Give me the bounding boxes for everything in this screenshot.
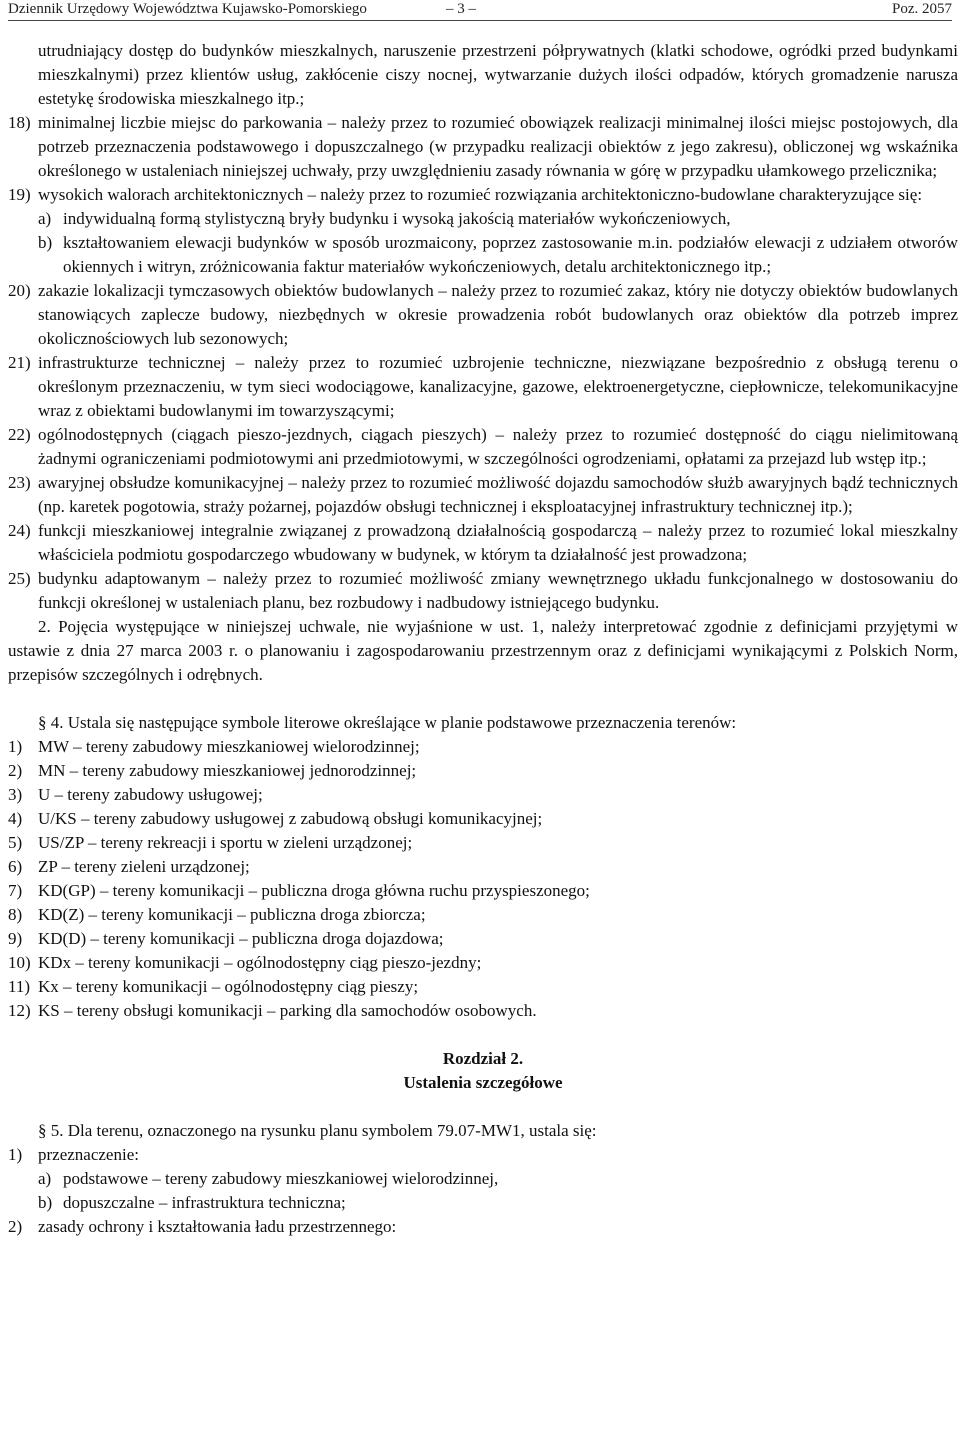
subitem-letter: a) xyxy=(38,209,52,228)
intro-text: utrudniający dostęp do budynków mieszkalnych, naruszenie przestrzeni półprywatnych (klatki schodowe, ogródki przed budynkami mieszkalnymi) przez klientów usług, zakłócenie ciszy nocnej, wytwarzanie dużych ilości odpadów, których gromadzenie narusza estetykę środowiska mieszkalnego itp.; xyxy=(38,41,958,108)
item-text: MN – tereny zabudowy mieszkaniowej jednorodzinnej; xyxy=(38,761,417,780)
position-number: Poz. 2057 xyxy=(892,1,952,17)
symbol-item xyxy=(8,807,958,831)
item-text: KD(Z) – tereny komunikacji – publiczna droga zbiorcza; xyxy=(38,905,426,924)
journal-title: Dziennik Urzędowy Województwa Kujawsko-Pomorskiego xyxy=(8,1,367,17)
intro-paragraph xyxy=(8,39,958,111)
section-5-item xyxy=(8,1215,958,1239)
page-number: – 3 – xyxy=(446,1,476,17)
symbol-item xyxy=(8,879,958,903)
item-text: awaryjnej obsłudze komunikacyjnej – należy przez to rozumieć możliwość dojazdu samochodów służb awaryjnych bądź technicznych (np. karetek pogotowia, straży pożarnej, pojazdów obsługi technicznej i eksploatacyjnej infrastruktury technicznej itp.); xyxy=(38,473,958,516)
item-number: 1) xyxy=(8,737,23,756)
subitem-letter: a) xyxy=(38,1169,52,1188)
item-number: 11) xyxy=(8,977,31,996)
section-5-text: § 5. Dla terenu, oznaczonego na rysunku planu symbolem 79.07-MW1, ustala się: xyxy=(38,1121,597,1140)
subitem-letter: b) xyxy=(38,233,53,252)
item-number: 5) xyxy=(8,833,23,852)
item-number: 19) xyxy=(8,185,31,204)
item-number: 21) xyxy=(8,353,31,372)
item-number: 24) xyxy=(8,521,31,540)
definition-item xyxy=(8,351,958,423)
spacer xyxy=(8,687,958,711)
symbol-item xyxy=(8,783,958,807)
subitem-letter: b) xyxy=(38,1193,53,1212)
item-number: 7) xyxy=(8,881,23,900)
item-text: zasady ochrony i kształtowania ładu przestrzennego: xyxy=(38,1217,397,1236)
symbol-item xyxy=(8,759,958,783)
item-text: budynku adaptowanym – należy przez to rozumieć możliwość zmiany wewnętrznego układu funkcjonalnego w dostosowaniu do funkcji określonej w ustaleniach planu, bez rozbudowy i nadbudowy istniejącego budynku. xyxy=(38,569,958,612)
paragraph-2 xyxy=(8,615,958,687)
item-text: ZP – tereny zieleni urządzonej; xyxy=(38,857,250,876)
item-text: funkcji mieszkaniowej integralnie związanej z prowadzoną działalnością gospodarczą – należy przez to rozumieć lokal mieszkalny właściciela podmiotu gospodarczego wbudowany w budynek, w którym ta działalność jest prowadzona; xyxy=(38,521,958,564)
definition-item xyxy=(8,519,958,567)
item-text: U/KS – tereny zabudowy usługowej z zabudową obsługi komunikacyjnej; xyxy=(38,809,543,828)
item-text: U – tereny zabudowy usługowej; xyxy=(38,785,263,804)
chapter-title: Rozdział 2. xyxy=(442,1049,524,1068)
subitem-text: dopuszczalne – infrastruktura techniczna; xyxy=(63,1193,346,1212)
item-text: KD(D) – tereny komunikacji – publiczna droga dojazdowa; xyxy=(38,929,444,948)
symbol-item xyxy=(8,855,958,879)
item-number: 2) xyxy=(8,1217,23,1236)
symbol-item xyxy=(8,831,958,855)
subitem-text: kształtowaniem elewacji budynków w sposób urozmaicony, poprzez zastosowanie m.in. podziałów elewacji z udziałem otworów okiennych i witryn, zróżnicowania faktur materiałów wykończeniowych, detalu architektonicznego itp.; xyxy=(63,233,958,276)
section-5-intro xyxy=(8,1119,958,1143)
subitem-text: podstawowe – tereny zabudowy mieszkaniowej wielorodzinnej, xyxy=(63,1169,499,1188)
definition-item xyxy=(8,567,958,615)
spacer xyxy=(8,1095,958,1119)
document-body xyxy=(8,39,958,1239)
symbol-item xyxy=(8,903,958,927)
item-text: wysokich walorach architektonicznych – należy przez to rozumieć rozwiązania architektoniczno-budowlane charakteryzujące się: xyxy=(38,185,923,204)
item-text: infrastrukturze technicznej – należy przez to rozumieć uzbrojenie techniczne, niezwiązane bezpośrednio z obsługą terenu o określonym przeznaczeniu, w tym sieci wodociągowe, kanalizacyjne, gazowe, elektroenergetyczne, ciepłownicze, telekomunikacyjne wraz z obiektami budowlanymi im towarzyszącymi; xyxy=(38,353,958,420)
item-text: KD(GP) – tereny komunikacji – publiczna droga główna ruchu przyspieszonego; xyxy=(38,881,590,900)
symbol-item xyxy=(8,975,958,999)
section-5-item xyxy=(8,1143,958,1167)
item-text: zakazie lokalizacji tymczasowych obiektów budowlanych – należy przez to rozumieć zakaz, który nie dotyczy obiektów budowlanych stanowiących zaplecze budowy, niezbędnych w okresie prowadzenia robót budowlanych oraz obiektów dla potrzeb imprez okolicznościowych lub sezonowych; xyxy=(38,281,958,348)
item-number: 9) xyxy=(8,929,23,948)
item-number: 18) xyxy=(8,113,31,132)
symbol-item xyxy=(8,999,958,1023)
section-4-text: § 4. Ustala się następujące symbole literowe określające w planie podstawowe przeznaczenia terenów: xyxy=(38,713,737,732)
item-number: 8) xyxy=(8,905,23,924)
item-text: KDx – tereny komunikacji – ogólnodostępny ciąg pieszo-jezdny; xyxy=(38,953,482,972)
definition-item xyxy=(8,183,958,207)
definition-item xyxy=(8,279,958,351)
item-number: 4) xyxy=(8,809,23,828)
item-number: 6) xyxy=(8,857,23,876)
symbol-item xyxy=(8,927,958,951)
symbol-item xyxy=(8,951,958,975)
item-number: 12) xyxy=(8,1001,31,1020)
definition-subitem xyxy=(8,207,958,231)
section-5-subitem xyxy=(8,1191,958,1215)
section-5-subitem xyxy=(8,1167,958,1191)
symbol-item xyxy=(8,735,958,759)
item-number: 10) xyxy=(8,953,31,972)
definition-item xyxy=(8,471,958,519)
item-number: 20) xyxy=(8,281,31,300)
paragraph-2-text: 2. Pojęcia występujące w niniejszej uchwale, nie wyjaśnione w ust. 1, należy interpretować zgodnie z definicjami przyjętymi w ustawie z dnia 27 marca 2003 r. o planowaniu i zagospodarowaniu przestrzennym oraz z definicjami wynikającymi z Polskich Norm, przepisów szczególnych i odrębnych. xyxy=(8,617,958,684)
item-number: 25) xyxy=(8,569,31,588)
item-text: KS – tereny obsługi komunikacji – parking dla samochodów osobowych. xyxy=(38,1001,537,1020)
subitem-text: indywidualną formą stylistyczną bryły budynku i wysoką jakością materiałów wykończeniowych, xyxy=(63,209,731,228)
item-number: 2) xyxy=(8,761,23,780)
item-text: MW – tereny zabudowy mieszkaniowej wielorodzinnej; xyxy=(38,737,420,756)
item-text: ogólnodostępnych (ciągach pieszo-jezdnych, ciągach pieszych) – należy przez to rozumieć dostępność do ciągu nielimitowaną żadnymi ograniczeniami podmiotowymi ani przedmiotowymi, w szczególności ogrodzeniami, opłatami za przejazd lub wstęp itp.; xyxy=(38,425,958,468)
definition-subitem xyxy=(8,231,958,279)
item-number: 3) xyxy=(8,785,23,804)
section-4-intro xyxy=(8,711,958,735)
definition-item xyxy=(8,423,958,471)
item-number: 1) xyxy=(8,1145,23,1164)
page-header xyxy=(8,0,952,21)
item-text: minimalnej liczbie miejsc do parkowania – należy przez to rozumieć obowiązek realizacji minimalnej ilości miejsc postojowych, dla potrzeb przeznaczenia podstawowego i dopuszczalnego (w przypadku realizacji obiektów z jego zakresu), obliczonej wg wskaźnika określonego w ustaleniach niniejszej uchwały, przy uwzględnieniu zasady równania w górę w przypadku ułamkowego przelicznika; xyxy=(38,113,958,180)
item-text: US/ZP – tereny rekreacji i sportu w zieleni urządzonej; xyxy=(38,833,413,852)
spacer xyxy=(8,1023,958,1047)
item-number: 22) xyxy=(8,425,31,444)
definition-item xyxy=(8,111,958,183)
chapter-subtitle: Ustalenia szczegółowe xyxy=(403,1073,563,1092)
item-number: 23) xyxy=(8,473,31,492)
item-text: przeznaczenie: xyxy=(38,1145,139,1164)
item-text: Kx – tereny komunikacji – ogólnodostępny ciąg pieszy; xyxy=(38,977,419,996)
